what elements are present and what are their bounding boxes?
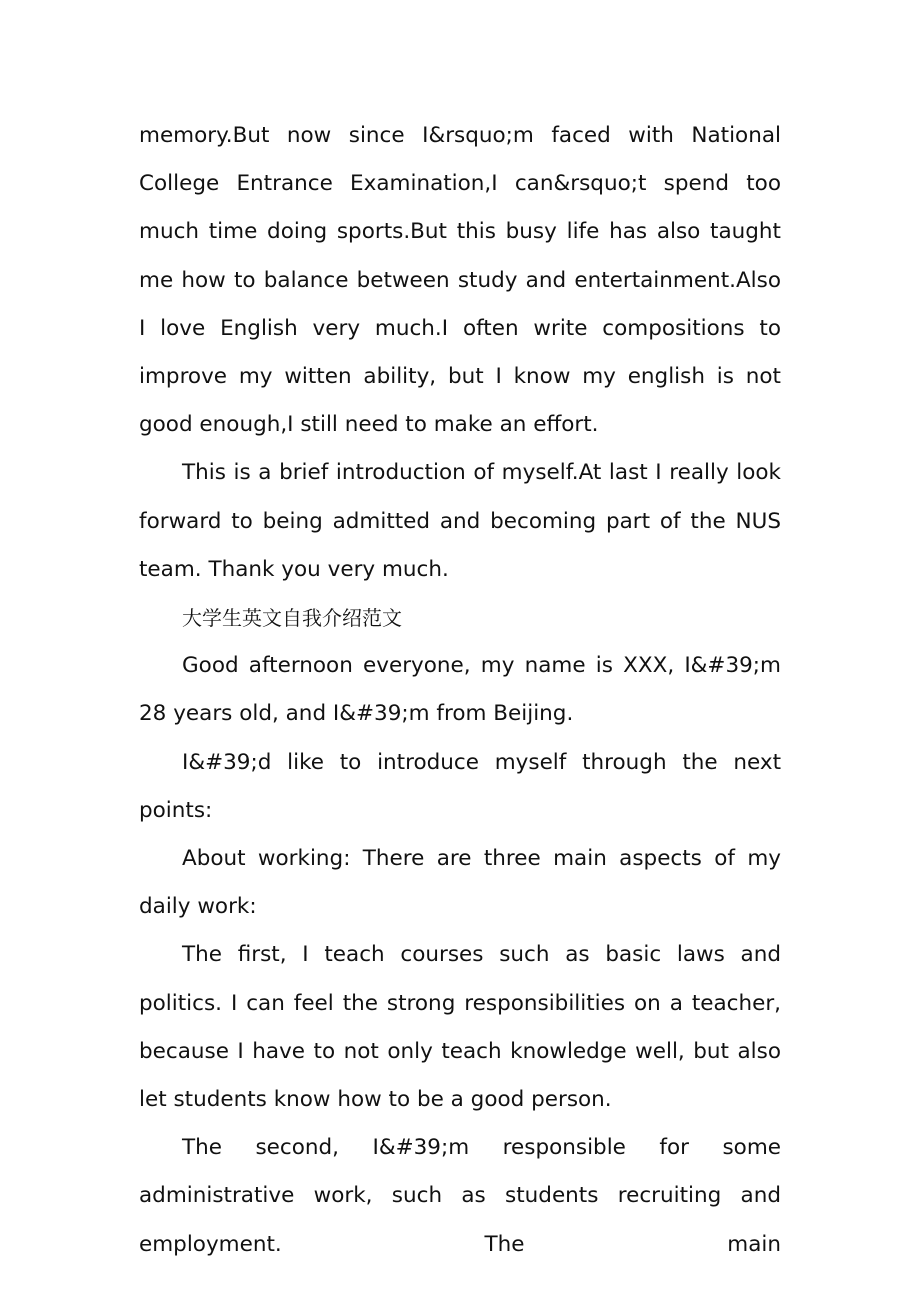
section-heading: 大学生英文自我介绍范文 xyxy=(182,606,402,631)
paragraph-first-aspect: The first, I teach courses such as basic laws and politics. I can feel the strong responsibilities on a teacher, because I have to not only teach knowledge well, but also let students know how to be a good person. xyxy=(139,942,781,1113)
document-page xyxy=(139,112,781,1269)
paragraph-second-aspect: The second, I&#39;m responsible for some administrative work, such as students recruiting and employment. The main xyxy=(139,1135,781,1257)
paragraph-memory: memory.But now since I&rsquo;m faced with National College Entrance Examination,I can&rsquo;t spend too much time doing sports.But this busy life has also taught me how to balance between study and entertainment.Also I love English very much.I often write compositions to improve my witten ability, but I know my english is not good enough,I still need to make an effort. xyxy=(139,123,781,438)
paragraph-greeting: Good afternoon everyone, my name is XXX, I&#39;m 28 years old, and I&#39;m from Beijing. xyxy=(139,653,781,727)
paragraph-introduction-closing: This is a brief introduction of myself.At last I really look forward to being admitted and becoming part of the NUS team. Thank you very much. xyxy=(139,460,781,582)
paragraph-about-working: About working: There are three main aspects of my daily work: xyxy=(139,846,781,920)
paragraph-points-intro: I&#39;d like to introduce myself through the next points: xyxy=(139,749,781,823)
